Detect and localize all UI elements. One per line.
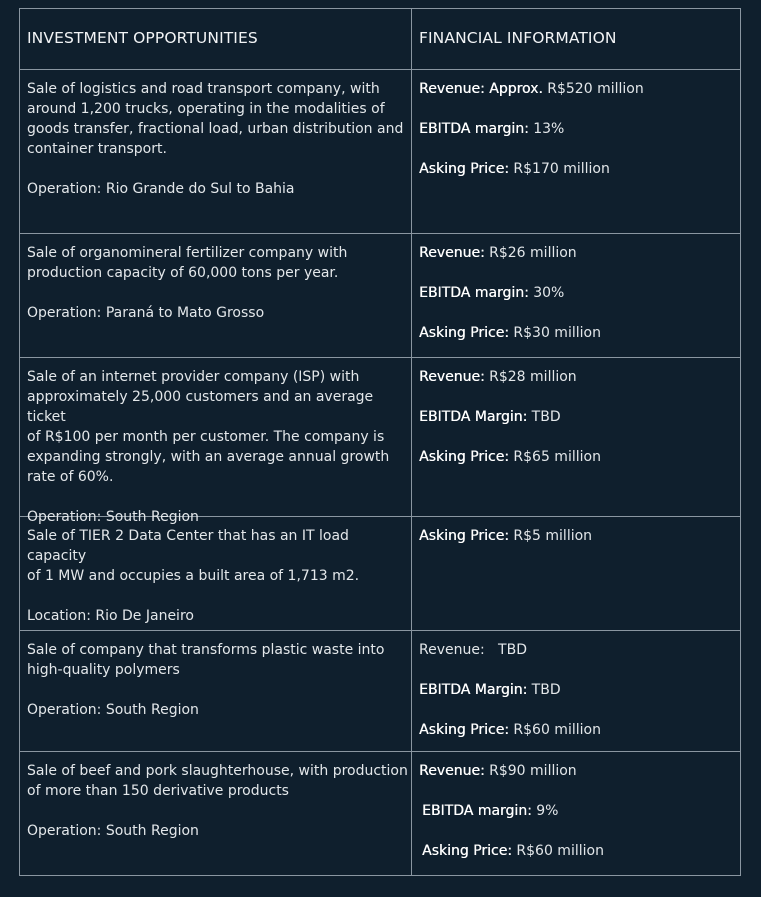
- financial-cell: [412, 70, 740, 233]
- table-row: [20, 358, 740, 525]
- financial-label: EBITDA Margin:: [419, 682, 528, 698]
- financial-value: R$26 million: [484, 245, 577, 261]
- financial-revenue: [419, 761, 740, 781]
- opportunity-description: Sale of logistics and road transport company, with around 1,200 trucks, operating in the modalities of goods transfer, fractional load, urban distribution and container transport.: [27, 81, 404, 157]
- header-cell-investment: [20, 9, 412, 69]
- financial-value: R$170 million: [508, 161, 610, 177]
- financial-revenue: [419, 640, 740, 660]
- financial-ebitda: [419, 119, 740, 139]
- financial-label: Revenue:: [419, 245, 485, 261]
- header-investment-opportunities: INVESTMENT OPPORTUNITIES: [27, 29, 258, 47]
- financial-asking-price: [419, 720, 740, 740]
- financial-value: 30%: [528, 285, 565, 301]
- financial-revenue: [419, 79, 740, 99]
- financial-value: TBD: [527, 682, 561, 698]
- header-financial-information: FINANCIAL INFORMATION: [419, 29, 617, 47]
- financial-value: 13%: [528, 121, 565, 137]
- financial-label: Asking Price:: [422, 843, 512, 859]
- financial-value: R$60 million: [508, 722, 601, 738]
- table-row: [20, 517, 740, 631]
- financial-label: Revenue:: [419, 763, 485, 779]
- financial-cell: [412, 631, 740, 751]
- table-row: [20, 631, 740, 752]
- opportunity-operation: Operation: South Region: [27, 702, 199, 718]
- financial-asking-price: [419, 447, 740, 467]
- financial-label: Asking Price:: [419, 325, 509, 341]
- financial-cell: [412, 358, 740, 516]
- opportunity-description: Sale of beef and pork slaughterhouse, with production of more than 150 derivative products: [27, 763, 408, 799]
- financial-asking-price: [419, 159, 740, 179]
- financial-label: Asking Price:: [419, 449, 509, 465]
- financial-label: EBITDA Margin:: [419, 409, 528, 425]
- table-row: [20, 70, 740, 234]
- financial-value: R$60 million: [511, 843, 604, 859]
- opportunity-description: Sale of organomineral fertilizer company with production capacity of 60,000 tons per year.: [27, 245, 348, 281]
- opportunity-cell: [20, 234, 412, 357]
- financial-value: R$28 million: [484, 369, 577, 385]
- opportunity-description: Sale of TIER 2 Data Center that has an IT load capacity of 1 MW and occupies a built area of 1,713 m2.: [27, 528, 360, 584]
- financial-cell: [412, 234, 740, 357]
- financial-label: EBITDA margin:: [419, 121, 529, 137]
- financial-ebitda: [419, 283, 740, 303]
- financial-revenue: [419, 367, 740, 387]
- financial-ebitda: [419, 801, 740, 821]
- financial-label: Asking Price:: [419, 161, 509, 177]
- financial-value: R$65 million: [508, 449, 601, 465]
- table-row: [20, 752, 740, 875]
- opportunity-cell: [20, 752, 412, 875]
- opportunity-cell: [20, 517, 412, 630]
- financial-asking-price: [419, 323, 740, 343]
- financial-label: Asking Price:: [419, 528, 509, 544]
- financial-value: TBD: [527, 409, 561, 425]
- table-header-row: [20, 9, 740, 70]
- financial-value: R$5 million: [508, 528, 593, 544]
- financial-ebitda: [419, 407, 740, 427]
- financial-ebitda: [419, 680, 740, 700]
- financial-value: Revenue: TBD: [419, 642, 527, 658]
- financial-label: EBITDA margin:: [422, 803, 532, 819]
- opportunity-cell: [20, 358, 412, 525]
- opportunity-location: Location: Rio De Janeiro: [27, 608, 194, 624]
- financial-value: R$30 million: [508, 325, 601, 341]
- opportunity-operation: Operation: South Region: [27, 823, 199, 839]
- header-cell-financial: [412, 9, 740, 69]
- financial-label: Revenue: Approx.: [419, 81, 543, 97]
- opportunity-cell: [20, 70, 412, 233]
- opportunity-operation: Operation: Rio Grande do Sul to Bahia: [27, 181, 295, 197]
- opportunity-description: Sale of an internet provider company (ISP) with approximately 25,000 customers and an average ticket of R$100 per month per customer. The company is expanding strongly, with an average annual growth rate of 60%.: [27, 369, 390, 485]
- financial-cell: [412, 752, 740, 875]
- financial-value: R$520 million: [542, 81, 644, 97]
- opportunity-cell: [20, 631, 412, 751]
- investment-table: [19, 8, 741, 876]
- financial-label: EBITDA margin:: [419, 285, 529, 301]
- opportunity-description: Sale of company that transforms plastic waste into high-quality polymers: [27, 642, 385, 678]
- financial-label: Asking Price:: [419, 722, 509, 738]
- opportunity-operation: Operation: South Region: [27, 509, 199, 525]
- financial-cell: [412, 517, 740, 630]
- financial-value: 9%: [531, 803, 559, 819]
- financial-revenue: [419, 243, 740, 263]
- financial-asking-price: [419, 841, 740, 861]
- opportunity-operation: Operation: Paraná to Mato Grosso: [27, 305, 265, 321]
- table-row: [20, 234, 740, 358]
- financial-value: R$90 million: [484, 763, 577, 779]
- financial-asking-price: [419, 526, 740, 546]
- financial-label: Revenue:: [419, 369, 485, 385]
